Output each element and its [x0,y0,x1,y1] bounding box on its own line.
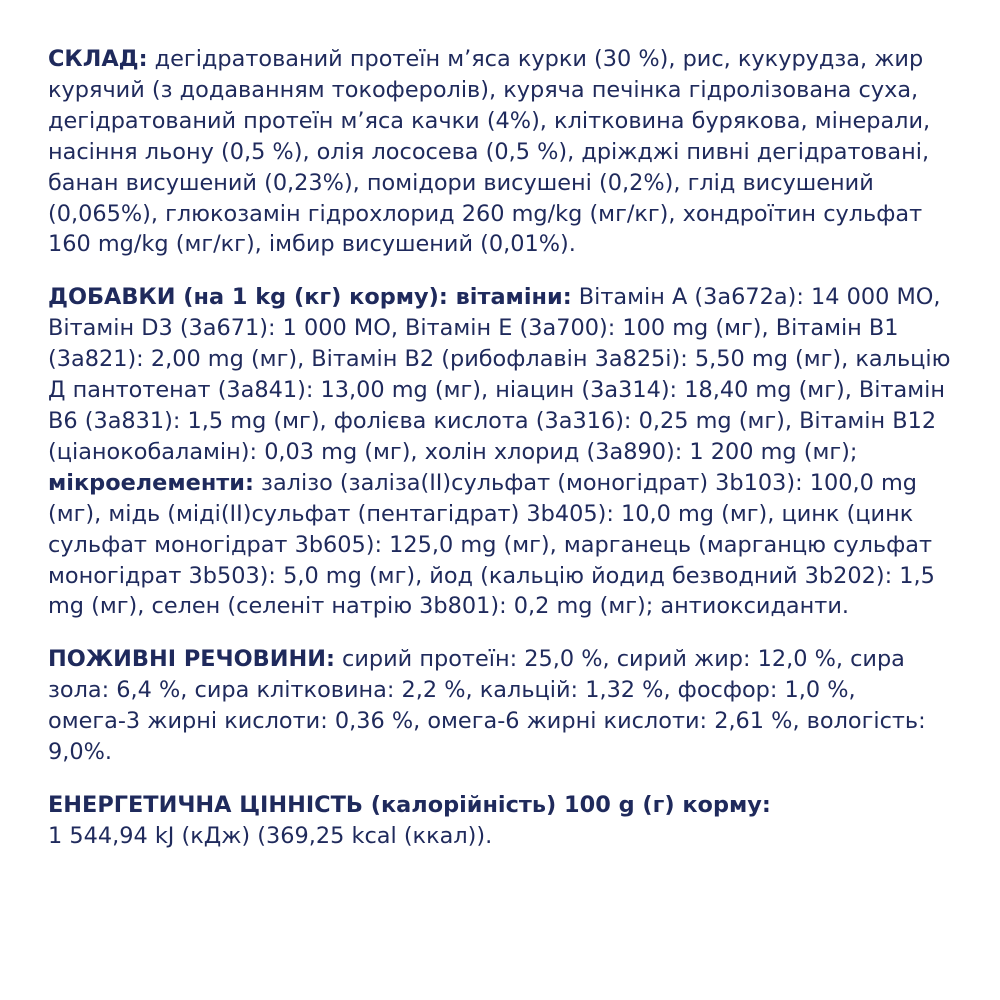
microelements-label: мікроелементи: [48,469,254,496]
nutrients-text: сирий протеїн: 25,0 %, сирий жир: 12,0 %, сира зола: 6,4 %, сира клітковина: 2,2 %, кальцій: 1,32 %, фосфор: 1,0 %, омега-3 жирні кислоти: 0,36 %, омега-6 жирні кислоти: 2,61 %, вологість: 9,0%. [48,646,926,766]
vitamins-label: вітаміни: [447,284,572,311]
energy-paragraph [48,790,952,852]
additives-paragraph [48,282,952,622]
nutrients-heading: ПОЖИВНІ РЕЧОВИНИ: [48,646,335,673]
microelements-text: залізо (заліза(II)сульфат (моногідрат) 3b103): 100,0 mg (мг), мідь (міді(II)сульфат (пентагідрат) 3b405): 10,0 mg (мг), цинк (цинк сульфат моногідрат 3b605): 125,0 mg (мг), марганець (марганцю сульфат моногідрат 3b503): 5,0 mg (мг), йод (кальцію йодид безводний 3b202): 1,5 mg (мг), селен (селеніт натрію 3b801): 0,2 mg (мг); антиоксиданти. [48,469,935,620]
composition-text: дегідратований протеїн м’яса курки (30 %), рис, кукурудза, жир курячий (з додаванням токоферолів), куряча печінка гідролізована суха, дегідратований протеїн м’яса качки (4%), клітковина бурякова, мінерали, насіння льону (0,5 %), олія лососева (0,5 %), дріжджі пивні дегідратовані, банан висушений (0,23%), помідори висушені (0,2%), глід висушений (0,065%), глюкозамін гідрохлорид 260 mg/kg (мг/кг), хондроїтин сульфат 160 mg/kg (мг/кг), імбир висушений (0,01%). [48,46,931,258]
nutrients-paragraph [48,644,952,768]
composition-heading: СКЛАД: [48,46,148,72]
energy-heading: ЕНЕРГЕТИЧНА ЦІННІСТЬ (калорійність) 100 g (г) корму: [48,791,771,818]
energy-text: 1 544,94 kJ (кДж) (369,25 kcal (ккал)). [48,822,493,849]
ingredients-label [48,44,952,852]
additives-heading: ДОБАВКИ (на 1 kg (кг) корму): [48,284,448,311]
composition-paragraph [48,44,952,260]
vitamins-text: Вітамін А (3а672а): 14 000 МО, Вітамін D3 (3а671): 1 000 МО, Вітамін Е (3а700): 100 mg (мг), Вітамін B1 (3а821): 2,00 mg (мг), Вітамін B2 (рибофлавін 3а825і): 5,50 mg (мг), кальцію Д пантотенат (3а841): 13,00 mg (мг), ніацин (3а314): 18,40 mg (мг), Вітамін B6 (3а831): 1,5 mg (мг), фолієва кислота (3а316): 0,25 mg (мг), Вітамін B12 (ціанокобаламін): 0,03 mg (мг), холін хлорид (3а890): 1 200 mg (мг); [48,284,951,465]
